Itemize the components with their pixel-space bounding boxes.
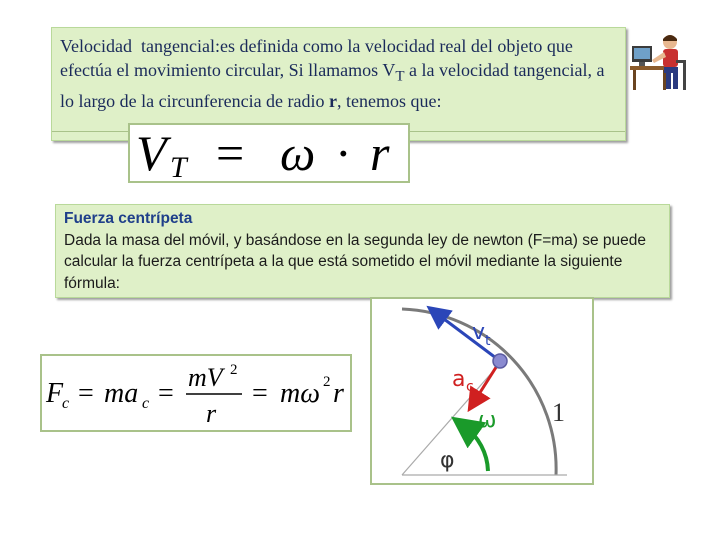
circular-motion-diagram — [370, 297, 594, 485]
formula-vt-symbol: V — [136, 125, 167, 181]
formula-equals-3: = — [252, 378, 268, 409]
tangential-label-lead: Velocidad — [60, 36, 132, 56]
formula-fc-symbol: F — [46, 378, 64, 409]
tangential-subscript: T — [395, 68, 405, 85]
velocity-subscript: t — [485, 333, 491, 349]
centripetal-force-text — [64, 208, 663, 294]
formula-dot: · — [335, 125, 352, 181]
tangential-radius-symbol: r — [329, 90, 338, 111]
centripetal-force-formula — [40, 354, 352, 432]
formula-m-omega: mω — [280, 378, 320, 409]
person-at-computer-icon — [630, 30, 688, 92]
formula-ma-subscript: c — [142, 395, 150, 412]
formula-denominator: r — [206, 399, 217, 428]
formula-numerator-exponent: 2 — [230, 362, 238, 378]
centripetal-force-box — [55, 204, 670, 298]
tangential-text-b: a la velocidad tangencial, a lo largo de la circunferencia de radio — [60, 60, 605, 111]
formula-equals-2: = — [158, 378, 174, 409]
formula-fc-subscript: c — [62, 395, 70, 412]
tangential-velocity-text — [60, 34, 619, 113]
formula-equals-1: = — [78, 378, 94, 409]
formula-omega-exponent: 2 — [323, 374, 331, 390]
centripetal-body: Dada la masa del móvil, y basándose en la segunda ley de newton (F=ma) se puede calcular la fuerza centrípeta a la que está sometido el móvil mediante la siguiente fórmula: — [64, 231, 647, 292]
tangential-text-a: es definida como la velocidad real del objeto que efectúa el movimiento circular, Si llamamos V — [60, 36, 573, 80]
formula-ma: ma — [104, 378, 139, 409]
formula-numerator: mV — [188, 363, 223, 392]
formula-vt-subscript: T — [170, 151, 187, 181]
acceleration-subscript: c — [466, 379, 474, 395]
velocity-label: v — [472, 320, 486, 345]
omega-label: ω — [478, 408, 497, 433]
centripetal-title: Fuerza centrípeta — [64, 210, 193, 227]
radius-label: 1 — [552, 398, 565, 427]
acceleration-label: a — [452, 367, 466, 392]
formula-equals: = — [216, 125, 245, 181]
tangential-velocity-formula — [128, 123, 410, 183]
tangential-label-term: tangencial: — [140, 36, 220, 56]
phi-label: φ — [440, 448, 455, 473]
formula-omega: ω — [280, 125, 316, 181]
tangential-text-c: , tenemos que: — [337, 90, 442, 111]
formula-r: r — [370, 125, 390, 181]
formula-r-final: r — [333, 378, 344, 409]
moving-particle — [493, 354, 507, 368]
